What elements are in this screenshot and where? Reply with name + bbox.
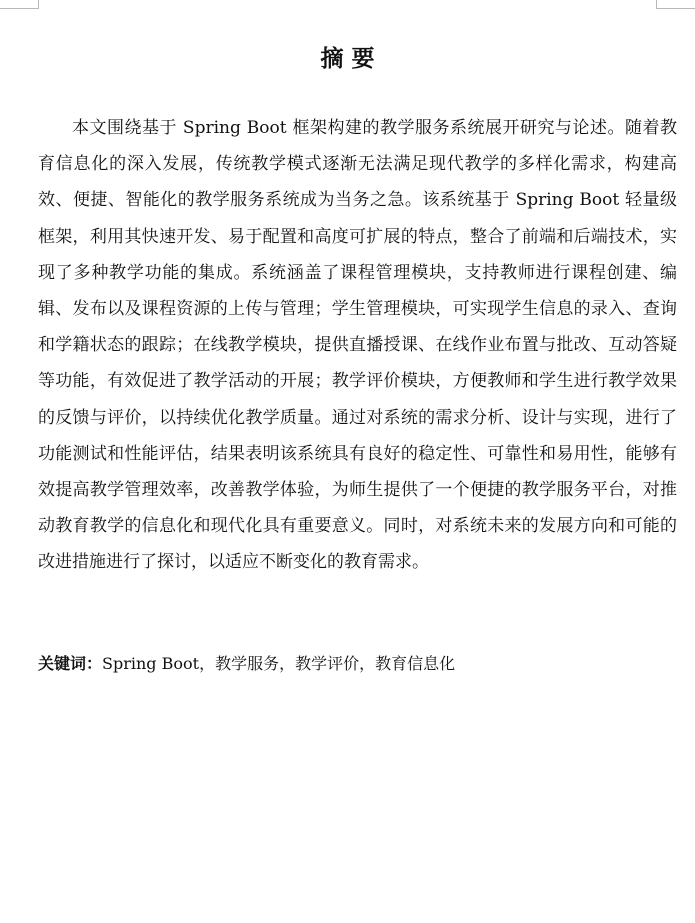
page-title: 摘 要 (320, 46, 375, 72)
keywords-line (38, 650, 677, 678)
page-corner-mark-top-right (656, 0, 695, 9)
abstract-paragraph: 本文围绕基于 Spring Boot 框架构建的教学服务系统展开研究与论述。随着教育信息化的深入发展，传统教学模式逐渐无法满足现代教学的多样化需求，构建高效、便捷、智能化的教学服务系统成为当务之急。该系统基于 Spring Boot 轻量级框架，利用其快速开发、易于配置和高度可扩展的特点，整合了前端和后端技术，实现了多种教学功能的集成。系统涵盖了课程管理模块，支持教师进行课程创建、编辑、发布以及课程资源的上传与管理；学生管理模块，可实现学生信息的录入、查询和学籍状态的跟踪；在线教学模块，提供直播授课、在线作业布置与批改、互动答疑等功能，有效促进了教学活动的开展；教学评价模块，方便教师和学生进行教学效果的反馈与评价，以持续优化教学质量。通过对系统的需求分析、设计与实现，进行了功能测试和性能评估，结果表明该系统具有良好的稳定性、可靠性和易用性，能够有效提高教学管理效率，改善教学体验，为师生提供了一个便捷的教学服务平台，对推动教育教学的信息化和现代化具有重要意义。同时，对系统未来的发展方向和可能的改进措施进行了探讨，以适应不断变化的教育需求。 (38, 118, 677, 573)
page-corner-mark-top-left (0, 0, 39, 9)
keywords-text: Spring Boot，教学服务，教学评价，教育信息化 (102, 654, 456, 673)
keywords-label: 关键词： (38, 654, 103, 673)
